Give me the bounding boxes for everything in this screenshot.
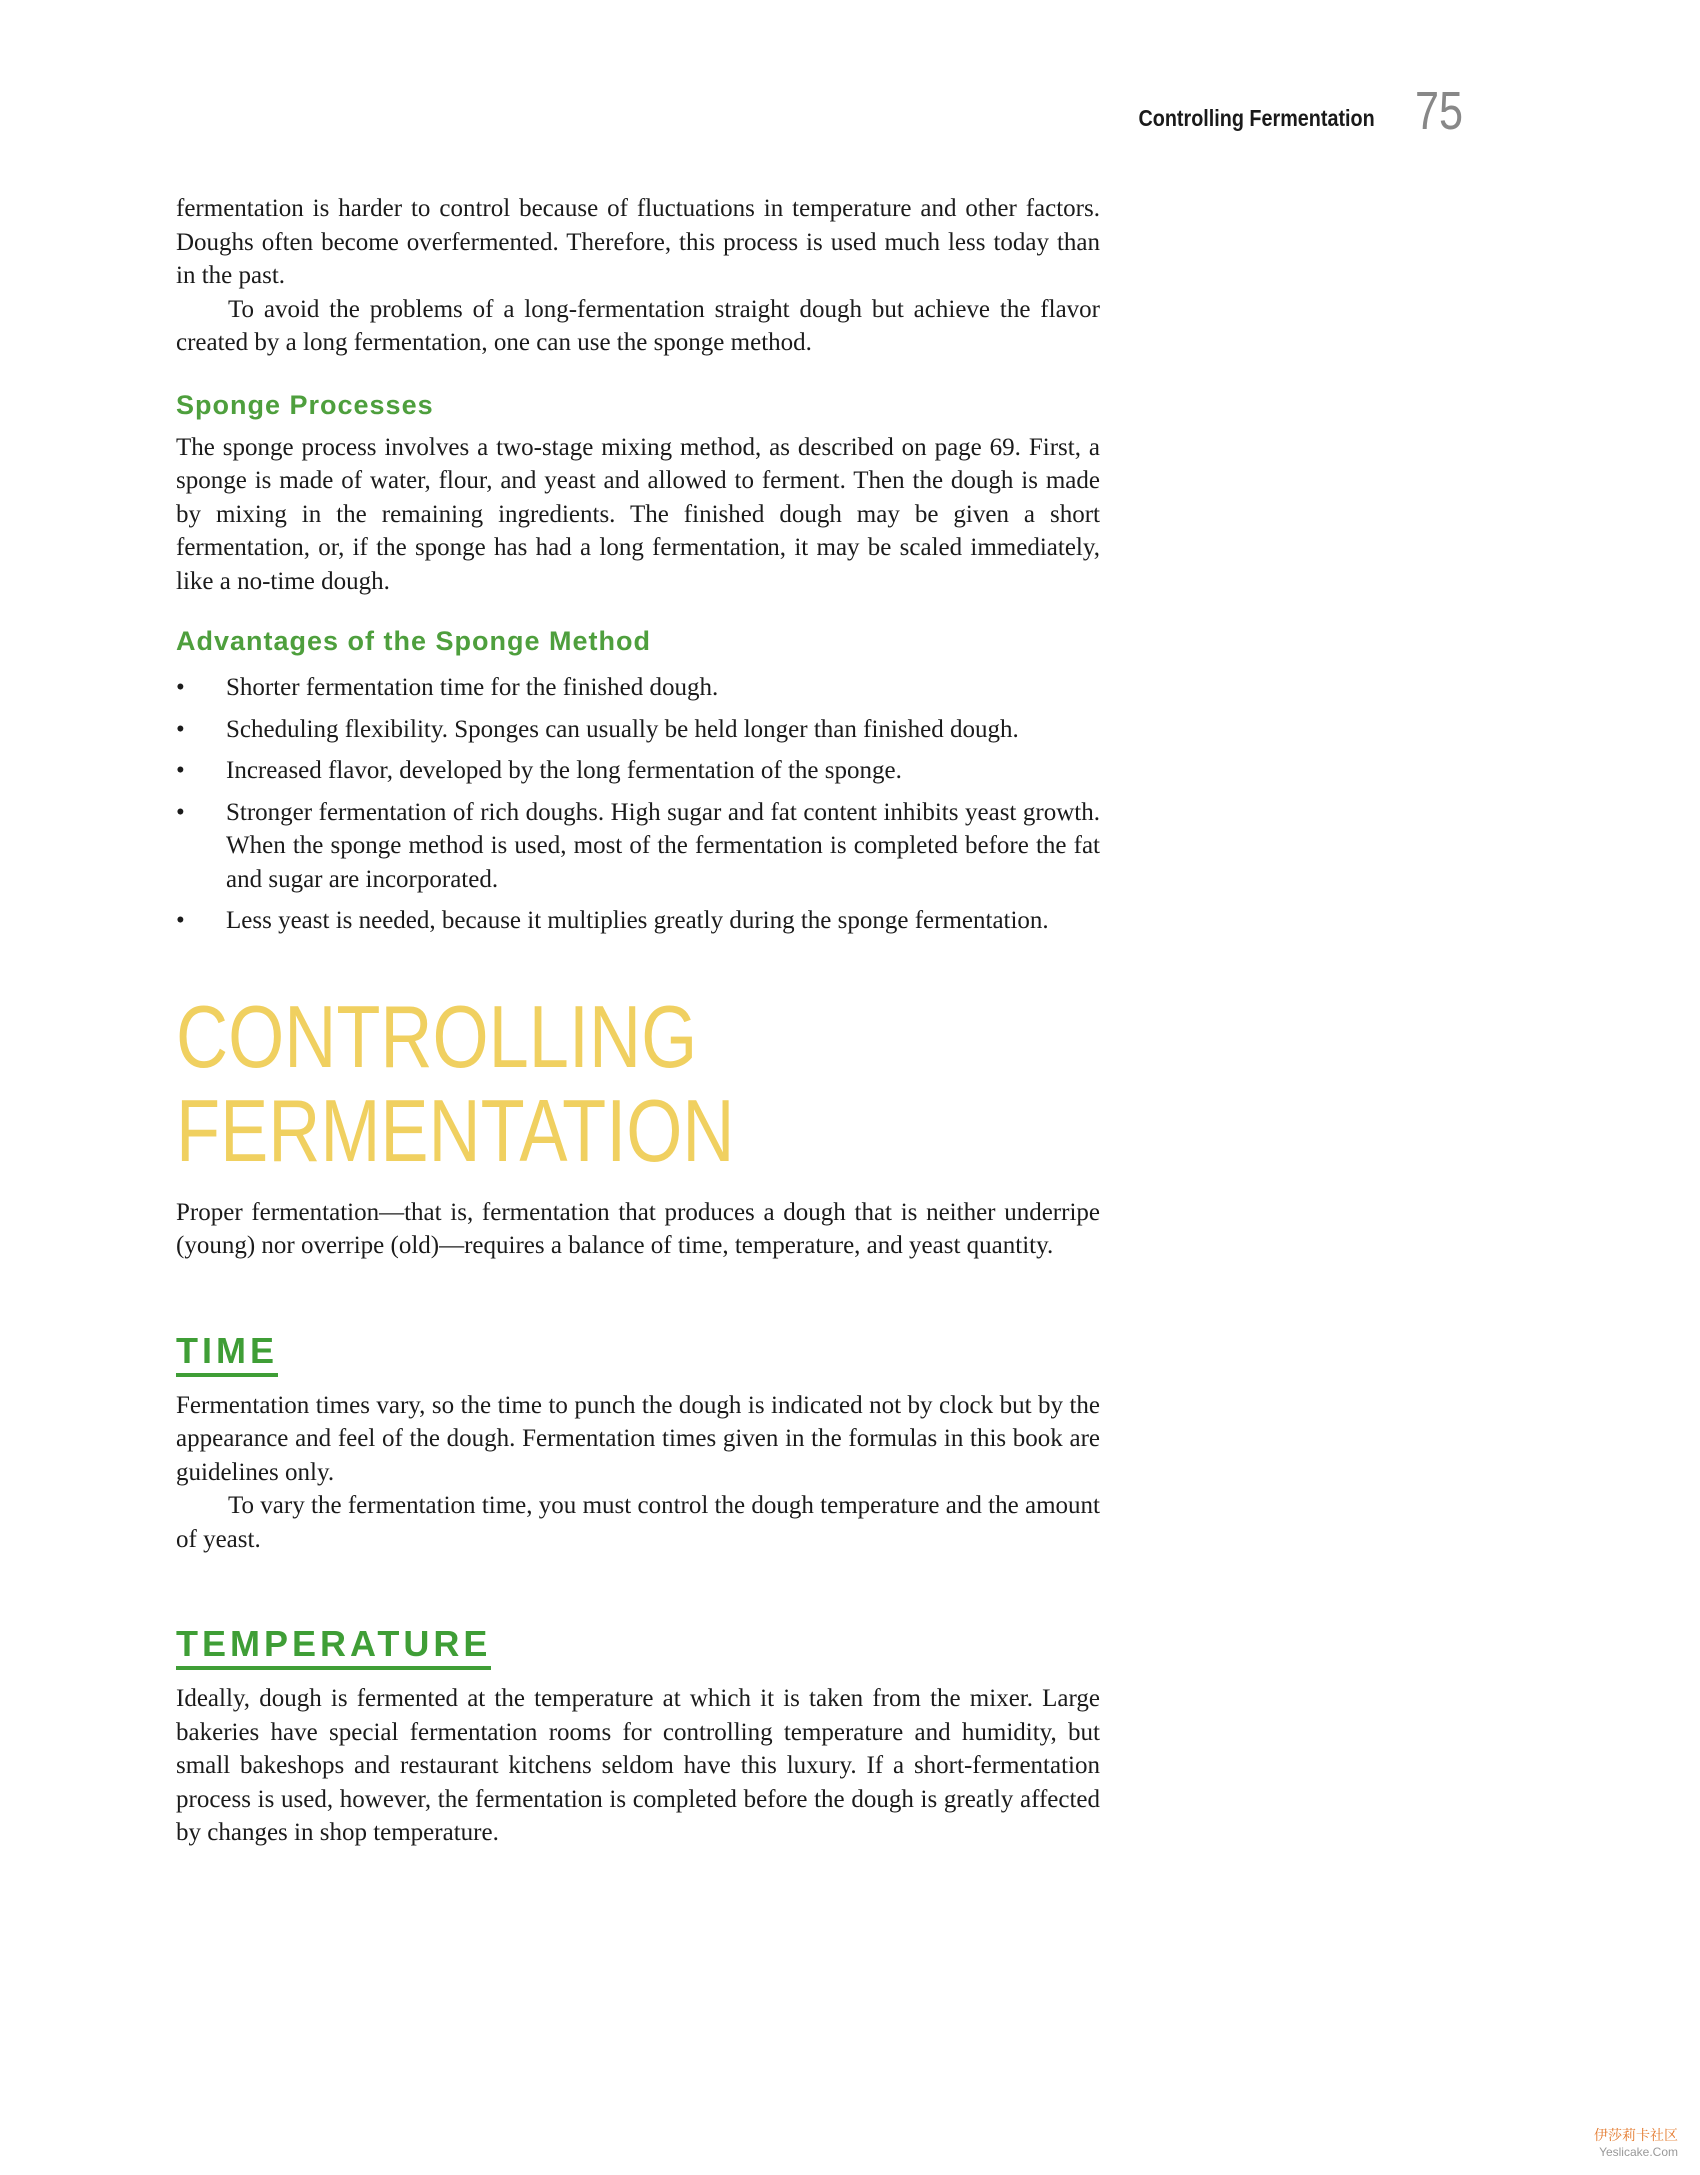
list-item-text: Increased flavor, developed by the long fermentation of the sponge.	[226, 757, 902, 784]
bullet-icon: •	[176, 907, 185, 934]
bullet-icon: •	[176, 798, 185, 826]
chapter-title-line-2: FERMENTATION	[176, 1080, 735, 1180]
list-item	[176, 713, 1100, 747]
intro-paragraph-2: To avoid the problems of a long-fermentation straight dough but achieve the flavor created by a long fermentation, one can use the sponge method.	[176, 295, 1100, 356]
time-paragraph-2: To vary the fermentation time, you must control the dough temperature and the amount of yeast.	[176, 1492, 1100, 1553]
advantages-list	[176, 671, 1100, 938]
list-item	[176, 904, 1100, 938]
list-item-text: Scheduling flexibility. Sponges can usually be held longer than finished dough.	[226, 715, 1019, 743]
page-content	[176, 192, 1100, 1850]
temperature-heading: TEMPERATURE	[176, 1624, 491, 1670]
time-paragraph-1: Fermentation times vary, so the time to punch the dough is indicated not by clock but by the appearance and feel of the dough. Fermentation times given in the formulas in this book are guidelines only.	[176, 1391, 1100, 1486]
list-item	[176, 796, 1100, 897]
bullet-icon: •	[176, 715, 185, 743]
watermark-en: Yeslicake.Com	[1599, 2145, 1678, 2159]
list-item-text: Less yeast is needed, because it multiplies greatly during the sponge fermentation.	[226, 907, 1049, 934]
time-heading: TIME	[176, 1331, 278, 1377]
time-section	[176, 1331, 1100, 1377]
list-item	[176, 671, 1100, 705]
intro-paragraph-1: fermentation is harder to control because of fluctuations in temperature and other factors. Doughs often become overfermented. Therefore, this process is used much less today than in the past.	[176, 195, 1100, 289]
bullet-icon: •	[176, 674, 185, 701]
running-header	[1100, 81, 1463, 141]
list-item-text: Shorter fermentation time for the finished dough.	[226, 674, 719, 701]
bullet-icon: •	[176, 757, 185, 784]
watermark-cn: 伊莎莉卡社区	[1594, 2127, 1678, 2143]
page-number: 75	[1414, 81, 1463, 141]
temperature-section	[176, 1624, 1100, 1670]
sponge-paragraph: The sponge process involves a two-stage mixing method, as described on page 69. First, a sponge is made of water, flour, and yeast and allowed to ferment. Then the dough is made by mixing in the remaining ingredients. The finished dough may be given a short fermentation, or, if the sponge has had a long fermentation, it may be scaled immediately, like a no-time dough.	[176, 433, 1100, 595]
temperature-paragraph: Ideally, dough is fermented at the temperature at which it is taken from the mixer. Large bakeries have special fermentation rooms for controlling temperature and humidity, but small bakeshops and restaurant kitchens seldom have this luxury. If a short-fermentation process is used, however, the fermentation is completed before the dough is greatly affected by changes in shop temperature.	[176, 1685, 1100, 1846]
sponge-processes-heading: Sponge Processes	[176, 389, 434, 420]
advantages-heading: Advantages of the Sponge Method	[176, 626, 652, 656]
controlling-fermentation-title	[176, 986, 1100, 1180]
list-item	[176, 754, 1100, 788]
chapter-title-line-1: CONTROLLING	[176, 986, 698, 1086]
list-item-text: Stronger fermentation of rich doughs. High sugar and fat content inhibits yeast growth. When the sponge method is used, most of the fermentation is completed before the fat and sugar are incorporated.	[226, 798, 1100, 893]
watermark	[1594, 2125, 1678, 2159]
running-title: Controlling Fermentation	[1138, 105, 1375, 131]
controlling-intro-paragraph: Proper fermentation—that is, fermentation that produces a dough that is neither underripe (young) nor overripe (old)—requires a balance of time, temperature, and yeast quantity.	[176, 1198, 1100, 1259]
